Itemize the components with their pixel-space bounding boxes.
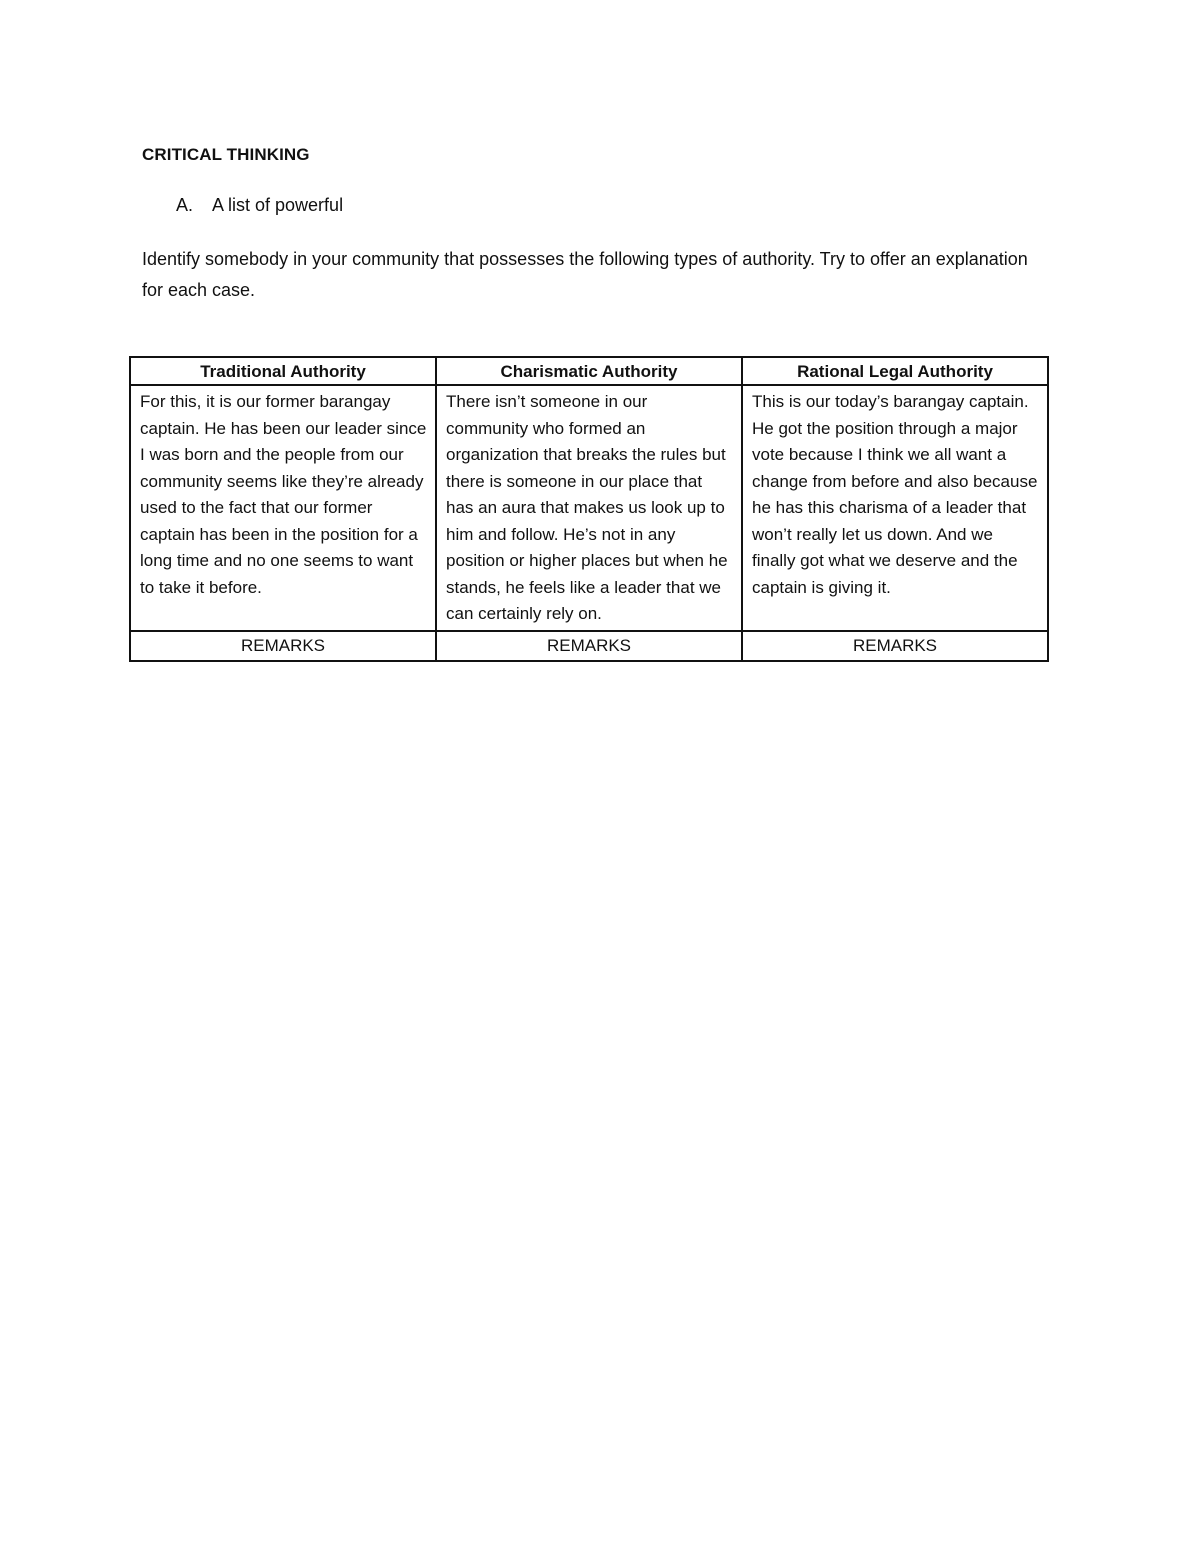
remarks-row — [130, 631, 1048, 661]
header-rational-legal-authority: Rational Legal Authority — [742, 357, 1048, 385]
list-item-a — [176, 195, 343, 216]
rational-legal-authority-response: This is our today’s barangay captain. He got the position through a major vote because I think we all want a change from before and also because he has this charisma of a leader that won’t really let us down. And we finally got what we deserve and the captain is giving it. — [742, 385, 1048, 631]
list-item-text: A list of powerful — [212, 195, 344, 215]
traditional-authority-response: For this, it is our former barangay captain. He has been our leader since I was born and the people from our community seems like they’re already used to the fact that our former captain has been in the position for a long time and no one seems to want to take it before. — [130, 385, 436, 631]
header-charismatic-authority: Charismatic Authority — [436, 357, 742, 385]
header-traditional-authority: Traditional Authority — [130, 357, 436, 385]
remarks-rational-legal: REMARKS — [742, 631, 1048, 661]
table-row — [130, 385, 1048, 631]
remarks-charismatic: REMARKS — [436, 631, 742, 661]
remarks-traditional: REMARKS — [130, 631, 436, 661]
authority-table — [129, 356, 1049, 662]
table-header-row — [130, 357, 1048, 385]
instructions-paragraph: Identify somebody in your community that possesses the following types of authority. Try to offer an explanation for each case. — [142, 249, 1028, 300]
document-heading: CRITICAL THINKING — [142, 145, 310, 164]
list-marker: A. — [176, 195, 194, 215]
charismatic-authority-response: There isn’t someone in our community who formed an organization that breaks the rules but there is someone in our place that has an aura that makes us look up to him and follow. He’s not in any position or higher places but when he stands, he feels like a leader that we can certainly rely on. — [436, 385, 742, 631]
